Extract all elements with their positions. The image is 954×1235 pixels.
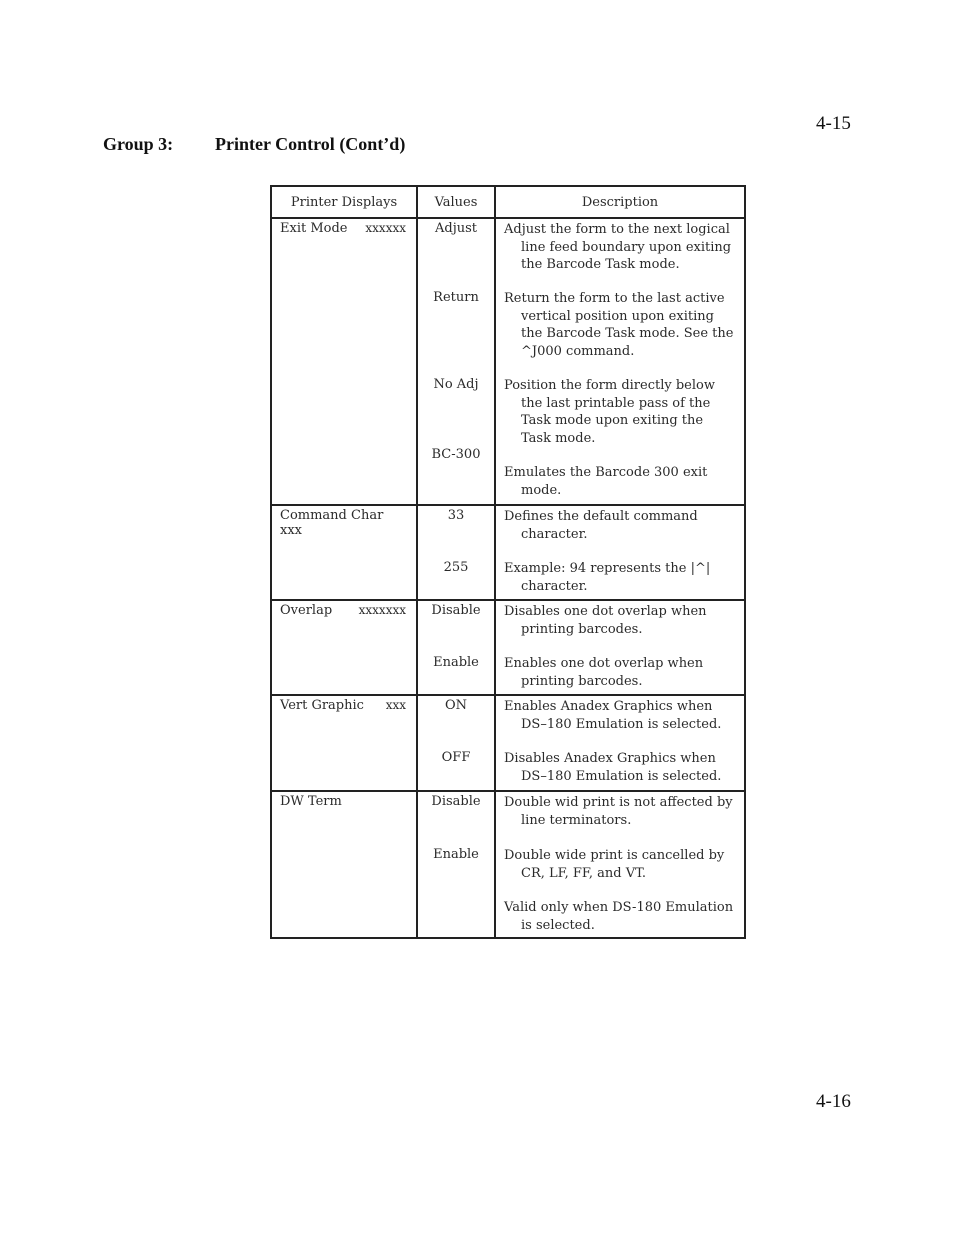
display-label: Command Char xxx [280, 508, 384, 538]
description-item: Adjust the form to the next logical line feed boundary upon exiting the Barcode Task mode. [504, 222, 732, 272]
description-item: Enables one dot overlap when printing barcodes. [504, 656, 704, 689]
description-item: Double wid print is not affected by line terminators. [504, 795, 733, 828]
header-printer-displays: Printer Displays [271, 186, 417, 218]
description-item: Emulates the Barcode 300 exit mode. [504, 465, 708, 498]
display-suffix: xxxxxx [365, 221, 406, 235]
display-suffix: xxx [385, 698, 406, 712]
table-row [271, 505, 745, 600]
display-cell [271, 600, 417, 695]
value-item: Enable [433, 847, 479, 862]
value-item: OFF [441, 750, 471, 765]
values-cell [417, 218, 495, 505]
display-cell [271, 695, 417, 791]
display-label: Overlap [280, 603, 333, 618]
value-item: BC-300 [431, 447, 481, 462]
value-item: Adjust [434, 221, 477, 236]
printer-control-table [270, 185, 746, 939]
values-cell [417, 791, 495, 938]
description-item: Disables Anadex Graphics when DS–180 Emulation is selected. [504, 751, 722, 784]
value-item: No Adj [433, 377, 479, 392]
table-row [271, 600, 745, 695]
value-item: Disable [431, 603, 481, 618]
values-cell [417, 600, 495, 695]
description-cell [495, 218, 745, 505]
description-item: Example: 94 represents the |^| character. [504, 561, 711, 594]
display-cell [271, 505, 417, 600]
table-header-row [271, 186, 745, 218]
display-cell [271, 791, 417, 938]
value-item: ON [444, 698, 468, 713]
values-cell [417, 695, 495, 791]
table-row [271, 218, 745, 505]
value-item: 255 [443, 560, 469, 575]
display-label: DW Term [280, 794, 342, 809]
page-number-bottom: 4-16 [816, 1091, 851, 1112]
value-item: 33 [447, 508, 465, 523]
section-heading [103, 134, 405, 155]
description-cell [495, 600, 745, 695]
header-description: Description [495, 186, 745, 218]
description-item: Disables one dot overlap when printing barcodes. [504, 604, 707, 637]
description-item: Position the form directly below the last printable pass of the Task mode upon exiting the Task mode. [504, 378, 715, 446]
page-number-top: 4-15 [816, 113, 851, 134]
values-cell [417, 505, 495, 600]
value-item: Return [433, 290, 479, 305]
table-row [271, 791, 745, 938]
display-cell [271, 218, 417, 505]
description-item: Defines the default command character. [504, 509, 698, 542]
description-item: Valid only when DS-180 Emulation is selected. [504, 900, 734, 933]
description-item: Double wide print is cancelled by CR, LF, FF, and VT. [504, 848, 725, 881]
description-item: Return the form to the last active vertical position upon exiting the Barcode Task mode. See the ^J000 command. [504, 291, 734, 359]
value-item: Enable [433, 655, 479, 670]
group-title: Printer Control (Cont’d) [215, 134, 406, 154]
table-row [271, 695, 745, 791]
display-label: Vert Graphic [280, 698, 364, 713]
display-label: Exit Mode [280, 221, 348, 236]
header-values: Values [417, 186, 495, 218]
description-cell [495, 791, 745, 938]
display-suffix: xxxxxxx [358, 603, 406, 617]
description-item: Enables Anadex Graphics when DS–180 Emulation is selected. [504, 699, 722, 732]
description-cell [495, 695, 745, 791]
group-label: Group 3: [103, 134, 174, 154]
value-item: Disable [431, 794, 481, 809]
description-cell [495, 505, 745, 600]
